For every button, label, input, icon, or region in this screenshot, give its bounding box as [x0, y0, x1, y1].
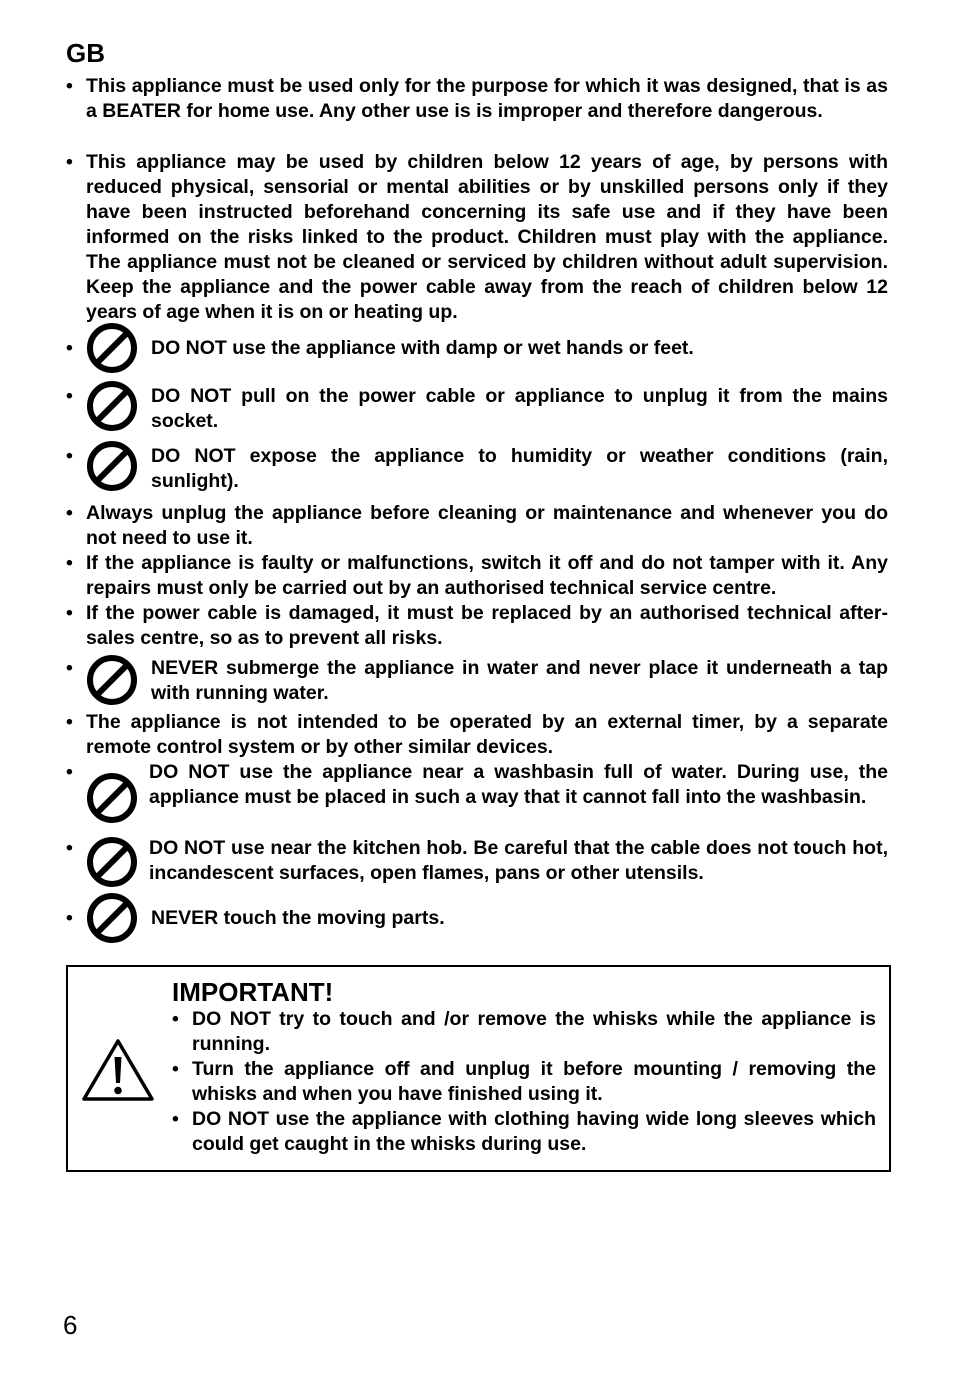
warning-text: This appliance must be used only for the purpose for which it was designed, that is as a BEATER for home use. Any other use is is improper and therefore dangerous. — [86, 75, 888, 122]
important-title: IMPORTANT! — [172, 977, 334, 1007]
warning-text: DO NOT use the appliance with damp or wet hands or feet. — [151, 337, 694, 359]
prohibition-icon — [86, 892, 138, 944]
prohibition-icon — [86, 772, 138, 824]
bullet: • — [66, 552, 73, 574]
warning-item — [66, 501, 888, 551]
warning-item — [66, 551, 888, 601]
language-code: GB — [66, 38, 105, 68]
warning-item — [66, 438, 888, 494]
warning-item — [66, 710, 888, 760]
warning-item — [66, 322, 888, 376]
warning-item — [66, 150, 888, 325]
warning-text: DO NOT expose the appliance to humidity or weather conditions (rain, sunlight). — [151, 445, 888, 492]
important-text: DO NOT use the appliance with clothing having wide long sleeves which could get caught in the whisks during use. — [192, 1108, 876, 1155]
bullet: • — [66, 151, 73, 173]
bullet: • — [172, 1058, 179, 1080]
warning-item — [66, 652, 888, 708]
prohibition-icon — [86, 836, 138, 888]
bullet: • — [66, 502, 73, 524]
warning-text: The appliance is not intended to be operated by an external timer, by a separate remote control system or by other similar devices. — [86, 711, 888, 758]
bullet: • — [66, 337, 73, 359]
important-text: Turn the appliance off and unplug it before mounting / removing the whisks and when you have finished using it. — [192, 1058, 876, 1105]
bullet: • — [66, 907, 73, 929]
warning-item — [66, 836, 888, 890]
warning-text: If the power cable is damaged, it must be replaced by an authorised technical after-sales centre, so as to prevent all risks. — [86, 602, 888, 649]
bullet: • — [66, 445, 73, 467]
bullet: • — [172, 1008, 179, 1030]
bullet: • — [66, 75, 73, 97]
warning-text: NEVER submerge the appliance in water and never place it underneath a tap with running water. — [151, 657, 888, 704]
prohibition-icon — [86, 380, 138, 432]
warning-item — [66, 74, 888, 149]
page-number: 6 — [63, 1310, 78, 1340]
warning-item — [66, 378, 888, 433]
prohibition-icon — [86, 322, 138, 374]
warning-text: This appliance may be used by children below 12 years of age, by persons with reduced physical, sensorial or mental abilities or by unskilled persons only if they have been instructed beforehand concerning its safe use and if they have been informed on the risks linked to the product. Children must play with the appliance. The appliance must not be cleaned or serviced by children without adult supervision. Keep the appliance and the power cable away from the reach of children below 12 years of age when it is on or heating up. — [86, 151, 888, 323]
warning-triangle-icon — [80, 1037, 156, 1103]
important-box — [66, 965, 891, 1172]
warning-text: DO NOT use the appliance near a washbasin full of water. During use, the appliance must be placed in such a way that it cannot fall into the washbasin. — [149, 761, 888, 808]
bullet: • — [66, 657, 73, 679]
warning-item — [66, 892, 888, 946]
warning-text: If the appliance is faulty or malfunctions, switch it off and do not tamper with it. Any repairs must only be carried out by an authorised technical service centre. — [86, 552, 888, 599]
bullet: • — [66, 711, 73, 733]
bullet: • — [66, 385, 73, 407]
bullet: • — [66, 837, 73, 859]
warning-text: DO NOT pull on the power cable or appliance to unplug it from the mains socket. — [151, 385, 888, 432]
important-text: DO NOT try to touch and /or remove the whisks while the appliance is running. — [192, 1008, 876, 1055]
warning-text: DO NOT use near the kitchen hob. Be careful that the cable does not touch hot, incandescent surfaces, open flames, pans or other utensils. — [149, 837, 888, 884]
prohibition-icon — [86, 654, 138, 706]
bullet: • — [66, 761, 73, 783]
warning-item — [66, 601, 888, 651]
warning-text: NEVER touch the moving parts. — [151, 907, 445, 929]
bullet: • — [172, 1108, 179, 1130]
bullet: • — [66, 602, 73, 624]
warning-text: Always unplug the appliance before cleaning or maintenance and whenever you do not need to use it. — [86, 502, 888, 549]
warning-item — [66, 760, 888, 835]
prohibition-icon — [86, 440, 138, 492]
